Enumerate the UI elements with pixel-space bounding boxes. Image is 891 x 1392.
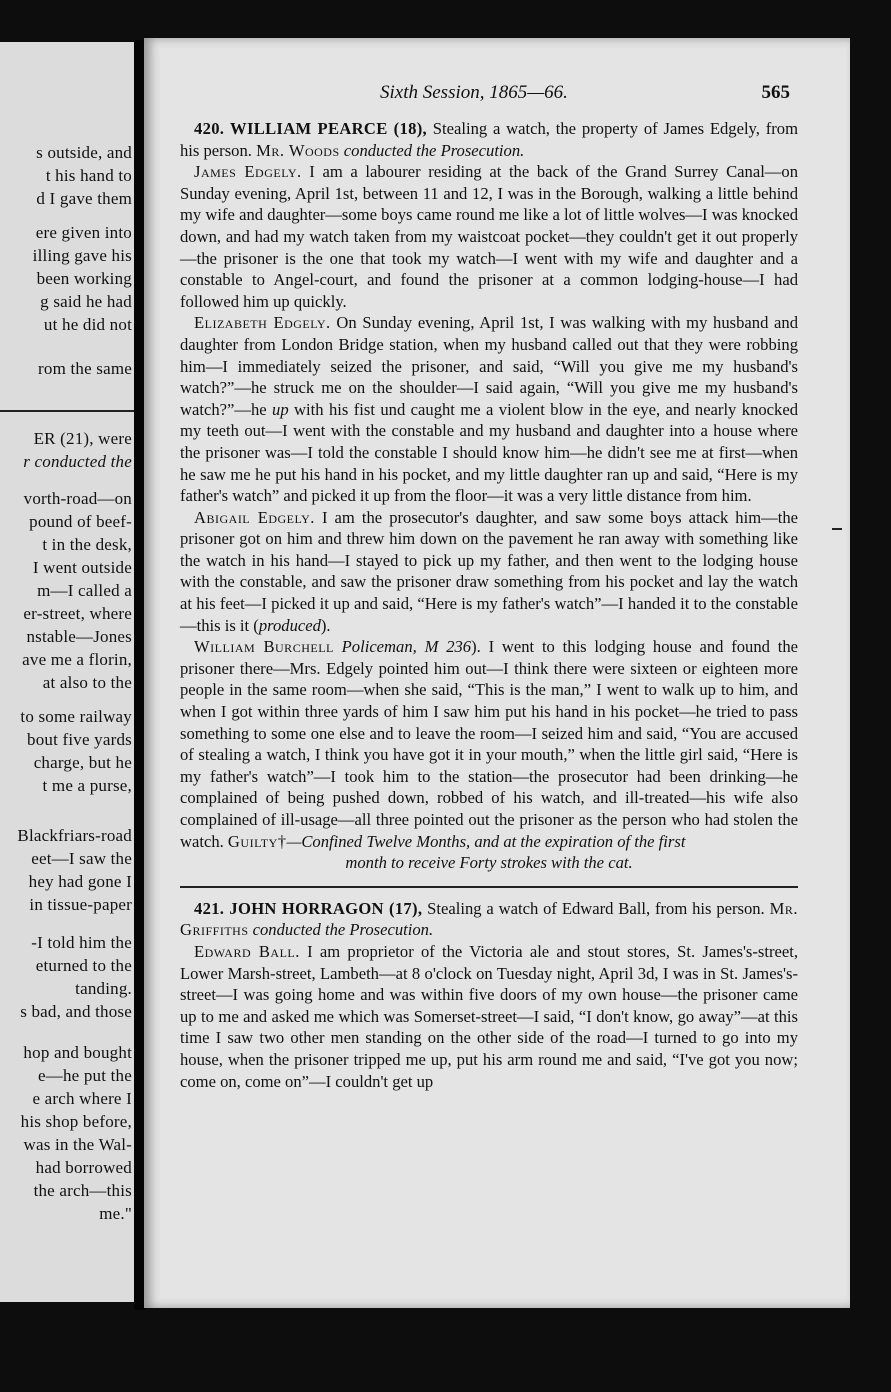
left-page-line: ER (21), were bbox=[33, 429, 132, 448]
left-page-line: e arch where I bbox=[32, 1089, 132, 1108]
left-page-line: t his hand to bbox=[45, 166, 132, 185]
right-page bbox=[144, 38, 850, 1308]
left-page-line: eturned to the bbox=[35, 956, 132, 975]
case-title: 420. WILLIAM PEARCE (18), bbox=[194, 119, 427, 138]
counsel-name: Mr. Griffiths bbox=[180, 898, 798, 940]
case-charge: Stealing a watch of Edward Ball, from his person. bbox=[422, 898, 770, 918]
left-page-line: at also to the bbox=[42, 673, 132, 692]
left-page-line: t in the desk, bbox=[42, 535, 132, 554]
left-page-line: e—he put the bbox=[38, 1066, 132, 1085]
left-page-line: er-street, where bbox=[23, 604, 132, 623]
testimony-paragraph bbox=[180, 941, 798, 1092]
left-page-line: to some railway bbox=[20, 707, 132, 726]
left-page-fragment bbox=[0, 42, 140, 1302]
witness-name: Abigail Edgely. bbox=[194, 507, 315, 527]
left-page-line: rom the same bbox=[38, 359, 132, 378]
left-page-line: charge, but he bbox=[33, 753, 132, 772]
testimony-text: I am a labourer residing at the back of the Grand Surrey Canal—on Sunday evening, April 1st, between 11 and 12, I was in the Borough, walking a little behind my wife and daughter—some boys came round me like a lot of little wolves—I was knocked down, and had my watch taken from my waistcoat pocket—they couldn't get it out properly—the prisoner is the one that took my watch—I went with my wife and daughter and a constable to Angel-court, and found the prisoner at a common lodging-house—I had followed him up quickly. bbox=[180, 162, 798, 311]
left-page-line: vorth-road—on bbox=[23, 489, 132, 508]
left-page-line: ut he did not bbox=[43, 315, 132, 334]
left-page-line: pound of beef- bbox=[29, 512, 132, 531]
left-page-line: eet—I saw the bbox=[31, 849, 132, 868]
left-page-line: the arch—this bbox=[33, 1181, 132, 1200]
testimony-paragraph bbox=[180, 312, 798, 506]
testimony-italic: produced bbox=[258, 615, 321, 635]
sentence-continued: month to receive Forty strokes with the cat. bbox=[345, 853, 633, 873]
counsel-name: Mr. Woods bbox=[256, 140, 340, 160]
left-page-line: illing gave his bbox=[32, 246, 132, 265]
left-page-line: t me a purse, bbox=[42, 776, 132, 795]
page-number: 565 bbox=[761, 82, 790, 103]
left-page-line: was in the Wal- bbox=[23, 1135, 132, 1154]
page-body bbox=[180, 118, 798, 1092]
left-page-line: g said he had bbox=[40, 292, 132, 311]
witness-name: Edward Ball. bbox=[194, 941, 300, 961]
case-heading bbox=[180, 118, 798, 161]
counsel-note: conducted the Prosecution. bbox=[248, 920, 434, 940]
testimony-italic: up bbox=[272, 399, 289, 419]
left-page-line: ere given into bbox=[35, 223, 132, 242]
running-head: Sixth Session, 1865—66. bbox=[380, 82, 568, 103]
case-charge: Stealing a watch, the property of James Edgely, from his person. bbox=[180, 119, 798, 160]
left-page-line: bout five yards bbox=[27, 730, 132, 749]
left-page-line: hey had gone I bbox=[28, 872, 132, 891]
testimony-text: with his fist und caught me a violent blow in the eye, and nearly knocked my teeth out—I went with the constable and my husband and daughter into a house where the prisoner was—I told the constable I should know him—he didn't see me at first—when he saw me he put his hand in his pocket, and my little daughter ran up and said, “Here is my father's watch” and picked it up from the floor—it was a very little distance from him. bbox=[180, 399, 798, 506]
testimony-text: I am the prosecutor's daughter, and saw some boys attack him—the prisoner got on him and threw him down on the pavement he ran away with something like the watch in his hand—I stayed to pick up my father, and then went to the lodging house with the constable, and saw the prisoner draw something from his pocket and lay the watch at his feet—I picked it up and said, “Here is my father's watch”—I handed it to the constable—this is it ( bbox=[180, 507, 798, 635]
testimony-text: I am proprietor of the Victoria ale and stout stores, St. James's-street, Lower Marsh-street, Lambeth—at 8 o'clock on Tuesday night, April 3d, I was in St. James's-street—I was going home and was within five doors of my own house—the prisoner came up to me and asked me which was Somerset-street—I said, “I don't know, go away”—at this time I saw two other men standing on the other side of the road—I turned to go into my house, when the prisoner tripped me up, put his arm round me and said, “I've got you now; come on, come on”—I couldn't get up bbox=[180, 941, 798, 1091]
left-page-line: nstable—Jones bbox=[26, 627, 132, 646]
left-page-line: m—I called a bbox=[37, 581, 132, 600]
left-page-line: Blackfriars-road bbox=[17, 826, 132, 845]
left-page-line: r conducted the bbox=[23, 452, 132, 471]
testimony-paragraph bbox=[180, 161, 798, 312]
witness-name: William Burchell bbox=[194, 637, 334, 657]
left-page-line: tanding. bbox=[75, 979, 132, 998]
left-page-line: d I gave them bbox=[36, 189, 132, 208]
witness-name: James Edgely. bbox=[194, 162, 302, 182]
testimony-text: ). I went to this lodging house and found the prisoner there—Mrs. Edgely pointed him out—I think there were sixteen or eighteen more people in the same room—when she said, “This is the man,” I went to walk up to him, and when I got within three yards of him I saw him put his hand in his pocket—he tried to pass something to some one else and to leave the room—I seized him and said, “You are accused of stealing a watch, I think you have got it in your mouth,” when the little girl said, “Here is my father's watch”—I took him to the station—the prosecutor had been drinking—he complained of being pushed down, robbed of his watch, and ill-treated—his wife also complained of ill-usage—all three pointed out the prisoner as the person who had stolen the watch. bbox=[180, 637, 798, 851]
witness-name: Elizabeth Edgely. bbox=[194, 313, 331, 333]
left-page-divider bbox=[0, 410, 134, 412]
left-page-line: s bad, and those bbox=[20, 1002, 132, 1021]
case-divider bbox=[180, 886, 798, 888]
left-page-line: I went outside bbox=[32, 558, 132, 577]
left-page-line: had borrowed bbox=[35, 1158, 132, 1177]
left-page-line: ave me a florin, bbox=[22, 650, 132, 669]
left-page-line: me." bbox=[99, 1204, 132, 1223]
testimony-text: ). bbox=[320, 615, 331, 635]
counsel-note: conducted the Prosecution. bbox=[339, 140, 525, 160]
witness-rank: Policeman, M 236 bbox=[333, 637, 472, 657]
testimony-paragraph bbox=[180, 636, 798, 874]
left-page-line: hop and bought bbox=[23, 1043, 132, 1062]
sentence: —Confined Twelve Months, and at the expiration of the first bbox=[286, 831, 686, 851]
verdict: Guilty† bbox=[227, 831, 287, 851]
left-page-line: in tissue-paper bbox=[29, 895, 132, 914]
left-page-line: -I told him the bbox=[31, 933, 132, 952]
testimony-paragraph bbox=[180, 507, 798, 637]
left-page-line: his shop before, bbox=[20, 1112, 132, 1131]
left-page-line: s outside, and bbox=[36, 143, 132, 162]
left-page-line: been working bbox=[36, 269, 132, 288]
case-heading bbox=[180, 898, 798, 941]
case-title: 421. JOHN HORRAGON (17), bbox=[194, 898, 423, 918]
page-header bbox=[144, 82, 850, 110]
page-edge-mark bbox=[832, 528, 842, 530]
testimony-text: On Sunday evening, April 1st, I was walking with my husband and daughter from London Bridge station, when my husband called out that they were robbing him—I immediately seized the prisoner, and said, “Will you give me my husband's watch?”—he struck me on the shoulder—I said again, “Will you give me my husband's watch?”—he bbox=[180, 313, 798, 419]
